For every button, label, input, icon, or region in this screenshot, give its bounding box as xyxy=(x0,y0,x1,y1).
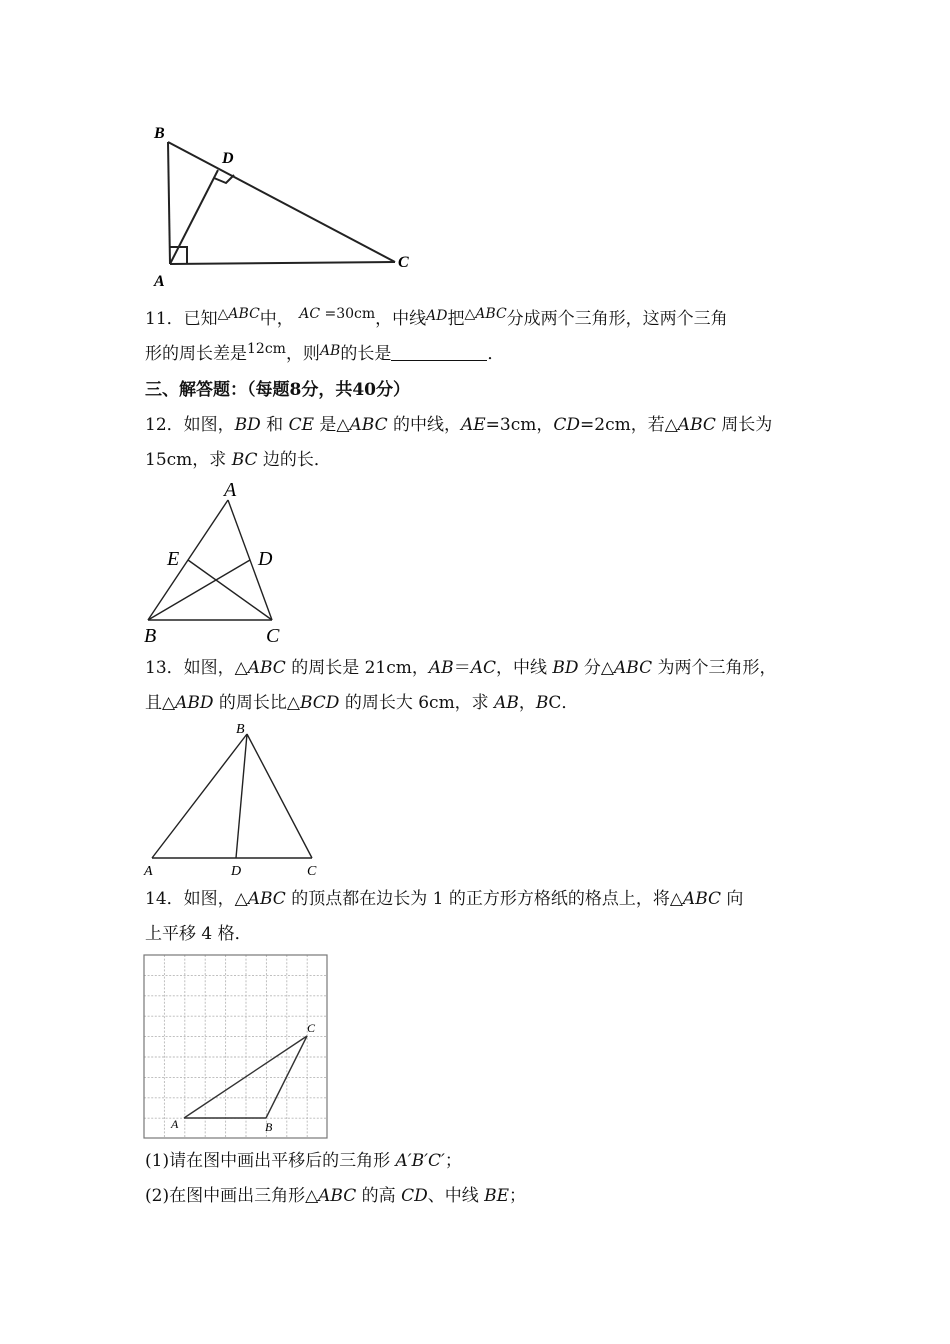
label-A: A xyxy=(171,1117,179,1131)
question-14-part-1: (1)请在图中画出平移后的三角形 A′B′C′； xyxy=(145,1151,462,1171)
label-A: A xyxy=(154,273,165,290)
figure-right-triangle xyxy=(145,118,425,293)
figure-triangle-medians xyxy=(140,478,300,648)
label-B: B xyxy=(236,722,245,737)
question-11-line-1: 11．已知$^{\triangle ABC}$中， $^{AC =30cm}$，中线$^{AD}$把$^{\triangle ABC}$分成两个三角形，这两个三角 xyxy=(145,306,728,329)
label-B: B xyxy=(265,1120,273,1134)
question-13-line-2: 且△ABD 的周长比△BCD 的周长大 6cm，求 AB，BC． xyxy=(145,693,579,713)
label-D: D xyxy=(258,548,273,570)
label-C: C xyxy=(307,1021,316,1035)
label-D: D xyxy=(231,864,242,879)
label-C: C xyxy=(307,864,317,879)
label-A: A xyxy=(144,864,153,879)
question-12-line-2: 15cm，求 BC 边的长． xyxy=(145,450,331,470)
label-C: C xyxy=(266,625,280,647)
section-3-title: 三、解答题：（每题8分，共40分） xyxy=(145,380,410,400)
label-D: D xyxy=(222,150,234,167)
question-14-part-2: (2)在图中画出三角形△ABC 的高 CD、中线 BE； xyxy=(145,1186,527,1206)
question-13-line-1: 13．如图，△ABC 的周长是 21cm，AB＝AC，中线 BD 分△ABC 为两个三角形， xyxy=(145,658,777,678)
label-B: B xyxy=(154,125,165,142)
label-B: B xyxy=(144,625,157,647)
answer-blank xyxy=(391,342,487,361)
figure-grid-paper xyxy=(143,954,329,1140)
figure-isosceles-triangle xyxy=(140,718,330,880)
question-11-line-2: 形的周长差是$^{12cm}$，则$^{AB}$的长是 ． xyxy=(145,341,505,364)
label-A: A xyxy=(224,479,237,501)
label-E: E xyxy=(167,548,180,570)
label-C: C xyxy=(398,254,409,271)
question-12-line-1: 12．如图，BD 和 CE 是△ABC 的中线，AE=3cm，CD=2cm，若△ABC 周长为 xyxy=(145,415,773,435)
question-14-line-1: 14．如图，△ABC 的顶点都在边长为 1 的正方形方格纸的格点上，将△ABC 向 xyxy=(145,889,744,909)
question-14-line-2: 上平移 4 格． xyxy=(145,924,252,944)
